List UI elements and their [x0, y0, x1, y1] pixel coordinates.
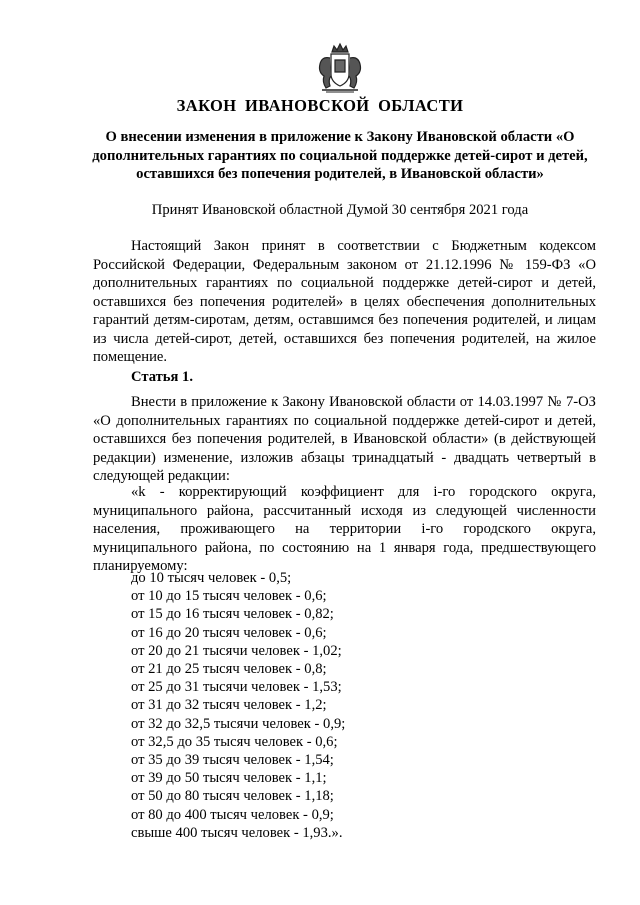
article-heading: Статья 1. [131, 369, 193, 385]
list-item: от 35 до 39 тысяч человек - 1,54; [131, 752, 334, 769]
list-item: от 15 до 16 тысяч человек - 0,82; [131, 606, 334, 623]
law-subtitle: О внесении изменения в приложение к Закону Ивановской области «О дополнительных гарантиях по социальной поддержке детей-сирот и детей, оставшихся без попечения родителей, в Ивановской области» [92, 129, 588, 182]
list-item: от 20 до 21 тысячи человек - 1,02; [131, 642, 342, 659]
list-item: от 32,5 до 35 тысяч человек - 0,6; [131, 733, 338, 750]
list-item: от 25 до 31 тысячи человек - 1,53; [131, 679, 342, 696]
list-item: свыше 400 тысяч человек - 1,93.». [131, 824, 343, 841]
list-item: от 50 до 80 тысяч человек - 1,18; [131, 788, 334, 805]
article-quote: «k - корректирующий коэффициент для i-го городского округа, муниципального района, рассчитанный исходя из следующей численности населения, проживающего на территории i-го городского округа, муниципального района, по состоянию на 1 января года, предшествующего планируемому: [93, 484, 596, 574]
adoption-line: Принят Ивановской областной Думой 30 сентября 2021 года [151, 202, 529, 218]
list-item: от 39 до 50 тысяч человек - 1,1; [131, 770, 327, 787]
list-item: от 32 до 32,5 тысячи человек - 0,9; [131, 715, 346, 732]
article-body: Внести в приложение к Закону Ивановской области от 14.03.1997 № 7-ОЗ «О дополнительных гарантиях по социальной поддержке детей-сирот и детей, оставшихся без попечения родителей, в Ивановской области» (в действующей редакции) изменение, изложив абзацы тринадцатый - двадцать четвертый в следующей редакции: [93, 394, 596, 484]
list-item: до 10 тысяч человек - 0,5; [131, 570, 292, 586]
intro-paragraph: Настоящий Закон принят в соответствии с Бюджетным кодексом Российской Федерации, Федеральным законом от 21.12.1996 № 159-ФЗ «О дополнительных гарантиях по социальной поддержке детей-сирот и детей, оставшихся без попечения родителей» в целях обеспечения дополнительных гарантий детям-сиротам, детям, оставшимся без попечения родителей, и лицам из числа детей-сирот, детей, оставшихся без попечения родителей, на жилое помещение. [93, 238, 596, 365]
list-item: от 21 до 25 тысяч человек - 0,8; [131, 661, 327, 678]
list-item: от 16 до 20 тысяч человек - 0,6; [131, 624, 327, 641]
law-title: ЗАКОН ИВАНОВСКОЙ ОБЛАСТИ [176, 96, 464, 115]
list-item: от 80 до 400 тысяч человек - 0,9; [131, 806, 334, 823]
coefficient-list [131, 569, 345, 842]
list-item: от 31 до 32 тысяч человек - 1,2; [131, 697, 327, 714]
coat-of-arms-icon [312, 40, 368, 96]
list-item: от 10 до 15 тысяч человек - 0,6; [131, 588, 327, 605]
